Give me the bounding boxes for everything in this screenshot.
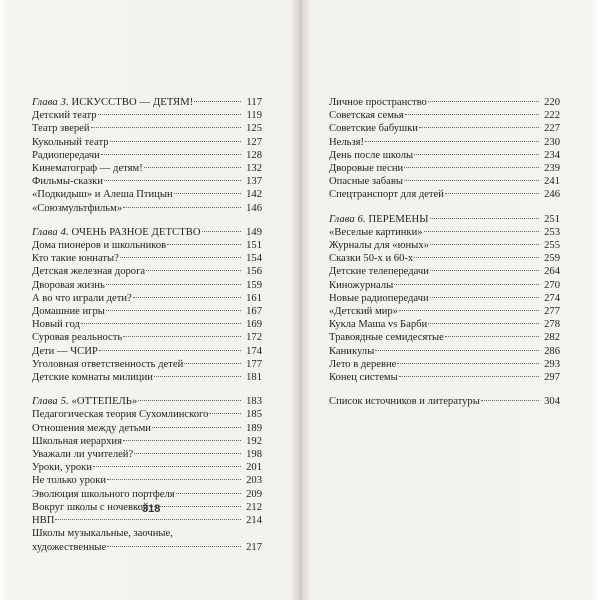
entry-title: Школьная иерархия (32, 435, 122, 447)
chapter-heading (32, 395, 262, 408)
entry-title: «Детский мир» (329, 306, 398, 318)
entry-title: Опасные забавы (329, 176, 403, 188)
leader-dots (146, 270, 241, 271)
toc-entry (32, 461, 262, 474)
entry-title: НВП (32, 515, 55, 527)
entry-title: Кинематограф — детям! (32, 163, 143, 175)
entry-title: День после школы (329, 149, 414, 161)
leader-dots (399, 376, 539, 377)
entry-title: Дворовые песни (329, 163, 404, 175)
chapter-heading (329, 213, 560, 226)
toc-entry (329, 122, 560, 135)
leader-dots (123, 207, 241, 208)
toc-entry (32, 488, 262, 501)
leader-dots (167, 244, 241, 245)
page-ref: 253 (544, 226, 560, 238)
leader-dots (405, 114, 539, 115)
page-ref: 220 (544, 97, 560, 108)
entry-title: А во что играли дети? (32, 292, 132, 304)
page-ref: 127 (246, 136, 262, 148)
toc-entry (32, 474, 262, 487)
page-ref: 137 (246, 176, 262, 188)
page-ref: 198 (246, 449, 262, 461)
entry-title: Кукольный театр (32, 136, 109, 148)
toc-entry (329, 371, 560, 384)
page-ref: 251 (544, 213, 560, 225)
page-ref: 282 (544, 332, 560, 344)
leader-dots (445, 193, 539, 194)
toc-entry (32, 202, 262, 215)
entry-title: Суровая реальность (32, 332, 123, 344)
leader-dots (93, 466, 241, 467)
toc-entry (329, 252, 560, 265)
page-ref: 169 (246, 319, 262, 331)
leader-dots (55, 519, 241, 520)
entry-title: Отношения между детьми (32, 422, 151, 434)
chapter-6 (329, 213, 560, 385)
entry-title: Педагогическая теория Сухомлинского (32, 409, 209, 421)
entry-title: Киножурналы (329, 279, 394, 291)
leader-dots (481, 400, 539, 401)
leader-dots (430, 218, 539, 219)
toc-entry (32, 371, 262, 384)
toc-entry (329, 358, 560, 371)
entry-title: Журналы для «юных» (329, 240, 429, 252)
toc-entry (329, 188, 560, 201)
leader-dots (104, 180, 241, 181)
leader-dots (107, 546, 241, 547)
leader-dots (152, 427, 241, 428)
leader-dots (424, 231, 539, 232)
toc-entry (329, 175, 560, 188)
leader-dots (174, 193, 241, 194)
entry-title: Новые радиопередачи (329, 292, 429, 304)
leader-dots (101, 154, 241, 155)
leader-dots (414, 154, 539, 155)
toc-entry (32, 239, 262, 252)
entry-title: Детская железная дорога (32, 266, 146, 278)
leader-dots (150, 506, 241, 507)
leader-dots (430, 297, 539, 298)
entry-title: Нельзя! (329, 136, 365, 148)
page-ref: 151 (246, 240, 262, 252)
page-ref: 277 (544, 306, 560, 318)
entry-title: «Подкидыш» и Алеша Птицын (32, 189, 173, 201)
page-ref: 181 (246, 372, 262, 384)
leader-dots (133, 297, 241, 298)
leader-dots (428, 323, 539, 324)
entry-title: Детские комнаты милиции (32, 372, 153, 384)
page-ref: 214 (246, 515, 262, 527)
leader-dots (176, 493, 241, 494)
entry-title: Театр зверей (32, 123, 90, 135)
toc-entry (329, 292, 560, 305)
toc-entry (329, 162, 560, 175)
toc-entry (32, 305, 262, 318)
page-ref: 203 (246, 475, 262, 487)
toc-entry (329, 279, 560, 292)
page-ref: 259 (544, 253, 560, 265)
toc-entry (32, 541, 262, 554)
toc-entry (32, 149, 262, 162)
entry-title: Уважали ли учителей? (32, 449, 134, 461)
page-ref: 297 (544, 372, 560, 384)
leader-dots (414, 257, 539, 258)
page-ref: 201 (246, 462, 262, 474)
page-ref: 246 (544, 189, 560, 201)
toc-entry (329, 318, 560, 331)
leader-dots (428, 101, 539, 102)
leader-dots (123, 440, 241, 441)
leader-dots (430, 244, 539, 245)
toc-entry (32, 162, 262, 175)
leader-dots (106, 284, 241, 285)
leader-dots (399, 310, 539, 311)
leader-dots (81, 323, 241, 324)
entry-title: Эволюция школьного портфеля (32, 488, 175, 500)
toc-entry (32, 435, 262, 448)
entry-title: «Веселые картинки» (329, 226, 423, 238)
chapter-3 (32, 96, 262, 215)
entry-title: Не только уроки (32, 475, 107, 487)
chapter-prefix: Глава 3. (32, 97, 69, 108)
page-ref: 293 (544, 358, 560, 370)
entry-title: художественные (32, 541, 107, 553)
chapter-title: «ОТТЕПЕЛЬ» (68, 396, 138, 408)
page-ref: 209 (246, 488, 262, 500)
entry-title: Кукла Маша vs Барби (329, 319, 428, 331)
entry-title-line: Школы музыкальные, заочные, (32, 528, 173, 540)
leader-dots (110, 141, 242, 142)
page-ref: 239 (544, 163, 560, 175)
page-ref: 132 (246, 163, 262, 175)
page-ref: 192 (246, 435, 262, 447)
leader-dots (98, 114, 241, 115)
entry-title: Конец системы (329, 372, 398, 384)
page-ref: 264 (544, 266, 560, 278)
chapter-4 (32, 226, 262, 384)
page-ref: 142 (246, 189, 262, 201)
bibliography-entry (329, 395, 560, 408)
toc-entry (32, 331, 262, 344)
leader-dots (194, 101, 241, 102)
entry-title: Личное пространство (329, 97, 427, 108)
entry-title: Детский театр (32, 110, 97, 122)
page-ref: 159 (246, 279, 262, 291)
page-ref: 167 (246, 306, 262, 318)
page-ref: 125 (246, 123, 262, 135)
toc-entry (32, 252, 262, 265)
page-ref: 146 (246, 202, 262, 214)
page-ref: 174 (246, 345, 262, 357)
leader-dots (404, 167, 539, 168)
page-ref: 230 (544, 136, 560, 148)
toc-entry (329, 226, 560, 239)
leader-dots (445, 336, 539, 337)
entry-title: Дети — ЧСИР (32, 345, 98, 357)
leader-dots (365, 141, 539, 142)
entry-title: Лето в деревне (329, 358, 397, 370)
toc-entry (32, 318, 262, 331)
entry-title: Кто такие юннаты? (32, 253, 119, 265)
leader-dots (430, 270, 539, 271)
page-ref: 274 (544, 292, 560, 304)
page-ref: 255 (544, 240, 560, 252)
entry-title: Советская семья (329, 110, 404, 122)
page-ref: 183 (246, 396, 262, 408)
page-ref: 234 (544, 149, 560, 161)
toc-entry (32, 136, 262, 149)
toc-entry (329, 239, 560, 252)
page-ref: 189 (246, 422, 262, 434)
page-ref: 185 (246, 409, 262, 421)
page-ref: 286 (544, 345, 560, 357)
toc-entry (329, 96, 560, 109)
leader-dots (99, 350, 241, 351)
left-page (32, 96, 262, 565)
toc-entry (32, 448, 262, 461)
page-ref: 222 (544, 110, 560, 122)
entry-title: Сказки 50-х и 60-х (329, 253, 414, 265)
leader-dots (184, 363, 241, 364)
chapter-5-continued (329, 96, 560, 202)
leader-dots (394, 284, 539, 285)
page-ref: 128 (246, 149, 262, 161)
toc-entry (32, 358, 262, 371)
entry-title: Детские телепередачи (329, 266, 429, 278)
page-ref: 212 (246, 501, 262, 513)
leader-dots (209, 413, 241, 414)
leader-dots (91, 127, 241, 128)
entry-title: Уроки, уроки (32, 462, 92, 474)
leader-dots (375, 350, 539, 351)
leader-dots (419, 127, 539, 128)
toc-entry (329, 345, 560, 358)
toc-entry (32, 109, 262, 122)
entry-title: Новый год (32, 319, 80, 331)
toc-entry (32, 279, 262, 292)
toc-entry (329, 305, 560, 318)
toc-entry (329, 265, 560, 278)
leader-dots (154, 376, 241, 377)
toc-entry (32, 265, 262, 278)
chapter-title: ИСКУССТВО — ДЕТЯМ! (68, 97, 194, 108)
page-ref: 278 (544, 319, 560, 331)
leader-dots (397, 363, 539, 364)
toc-entry (32, 292, 262, 305)
chapter-title: ПЕРЕМЕНЫ (365, 213, 429, 225)
page-ref: 172 (246, 332, 262, 344)
entry-title: Советские бабушки (329, 123, 418, 135)
entry-title: Уголовная ответственность детей (32, 358, 184, 370)
leader-dots (144, 167, 241, 168)
entry-title: Травоядные семидесятые (329, 332, 444, 344)
page-ref: 117 (246, 97, 262, 108)
chapter-heading (32, 226, 262, 239)
page-ref: 270 (544, 279, 560, 291)
entry-title: Спецтранспорт для детей (329, 189, 444, 201)
entry-title: Домашние игры (32, 306, 105, 318)
page-ref: 177 (246, 358, 262, 370)
chapter-prefix: Глава 6. (329, 213, 366, 225)
chapter-prefix: Глава 4. (32, 226, 69, 238)
leader-dots (134, 453, 241, 454)
entry-title: Вокруг школы с ночевкой (32, 501, 149, 513)
toc-entry (329, 136, 560, 149)
entry-title: Радиопередачи (32, 149, 100, 161)
page-ref: 227 (544, 123, 560, 135)
toc-entry (32, 188, 262, 201)
page-ref: 119 (246, 110, 262, 122)
right-page (329, 96, 560, 408)
toc-entry (32, 514, 262, 527)
entry-title: Фильмы-сказки (32, 176, 103, 188)
toc-entry (32, 175, 262, 188)
leader-dots (202, 231, 241, 232)
entry-title: Дома пионеров и школьников (32, 240, 167, 252)
chapter-title: ОЧЕНЬ РАЗНОЕ ДЕТСТВО (68, 226, 201, 238)
entry-title: Каникулы (329, 345, 375, 357)
page-ref: 154 (246, 253, 262, 265)
entry-title: Дворовая жизнь (32, 279, 105, 291)
toc-entry (32, 122, 262, 135)
toc-entry (329, 149, 560, 162)
page-ref: 149 (246, 226, 262, 238)
toc-entry (32, 345, 262, 358)
toc-entry (329, 109, 560, 122)
page-ref: 241 (544, 176, 560, 188)
chapter-5 (32, 395, 262, 553)
entry-title: «Союзмультфильм» (32, 202, 123, 214)
page-ref: 161 (246, 292, 262, 304)
leader-dots (123, 336, 241, 337)
leader-dots (138, 400, 241, 401)
page-ref: 156 (246, 266, 262, 278)
leader-dots (404, 180, 539, 181)
chapter-heading (32, 96, 262, 109)
page-ref: 304 (544, 396, 560, 408)
page-ref: 217 (246, 541, 262, 553)
page-number: 318 (142, 503, 161, 515)
toc-entry (329, 331, 560, 344)
chapter-prefix: Глава 5. (32, 396, 69, 408)
leader-dots (106, 310, 241, 311)
toc-entry (32, 422, 262, 435)
leader-dots (107, 479, 241, 480)
leader-dots (120, 257, 241, 258)
toc-entry (32, 408, 262, 421)
entry-title: Список источников и литературы (329, 396, 480, 408)
